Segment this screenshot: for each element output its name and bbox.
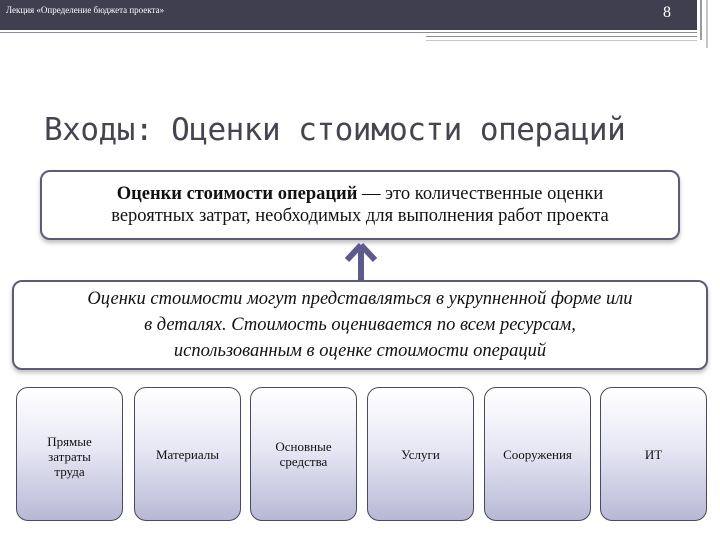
header-divider	[0, 32, 697, 33]
arrow-up-icon	[343, 242, 379, 280]
page-number: 8	[663, 4, 671, 21]
item-label: Сооружения	[503, 446, 572, 462]
decorative-strip	[700, 0, 720, 40]
definition-line-2: вероятных затрат, необходимых для выполнения работ проекта	[111, 206, 609, 226]
item-label: Материалы	[155, 446, 219, 462]
definition-line-1	[117, 183, 604, 205]
header-divider	[426, 36, 697, 37]
description-line-2: в деталях. Стоимость оценивается по всем ресурсам,	[144, 315, 576, 335]
header-bar	[0, 0, 697, 30]
slide-title: Входы: Оценки стоимости операций	[44, 112, 626, 148]
item-label: Основные средства	[275, 439, 332, 469]
definition-box	[40, 170, 680, 240]
header-divider	[426, 40, 697, 41]
item-fixed-assets	[250, 387, 357, 521]
item-services	[367, 387, 474, 521]
description-line-1: Оценки стоимости могут представляться в укрупненной форме или	[87, 289, 633, 309]
definition-text: — это количественные оценки	[357, 184, 604, 204]
item-label: ИТ	[644, 446, 663, 462]
description-box	[12, 280, 708, 370]
item-facilities	[484, 387, 591, 521]
cost-items-row	[16, 387, 706, 521]
item-direct-labor	[16, 387, 123, 521]
item-materials	[134, 387, 241, 521]
definition-term: Оценки стоимости операций	[116, 184, 358, 204]
lecture-title: Лекция «Определение бюджета проекта»	[6, 5, 165, 15]
item-label: Прямые затраты труда	[47, 434, 92, 479]
item-it	[600, 387, 707, 521]
description-line-3: использованным в оценке стоимости операций	[173, 341, 547, 361]
item-label: Услуги	[401, 446, 440, 462]
